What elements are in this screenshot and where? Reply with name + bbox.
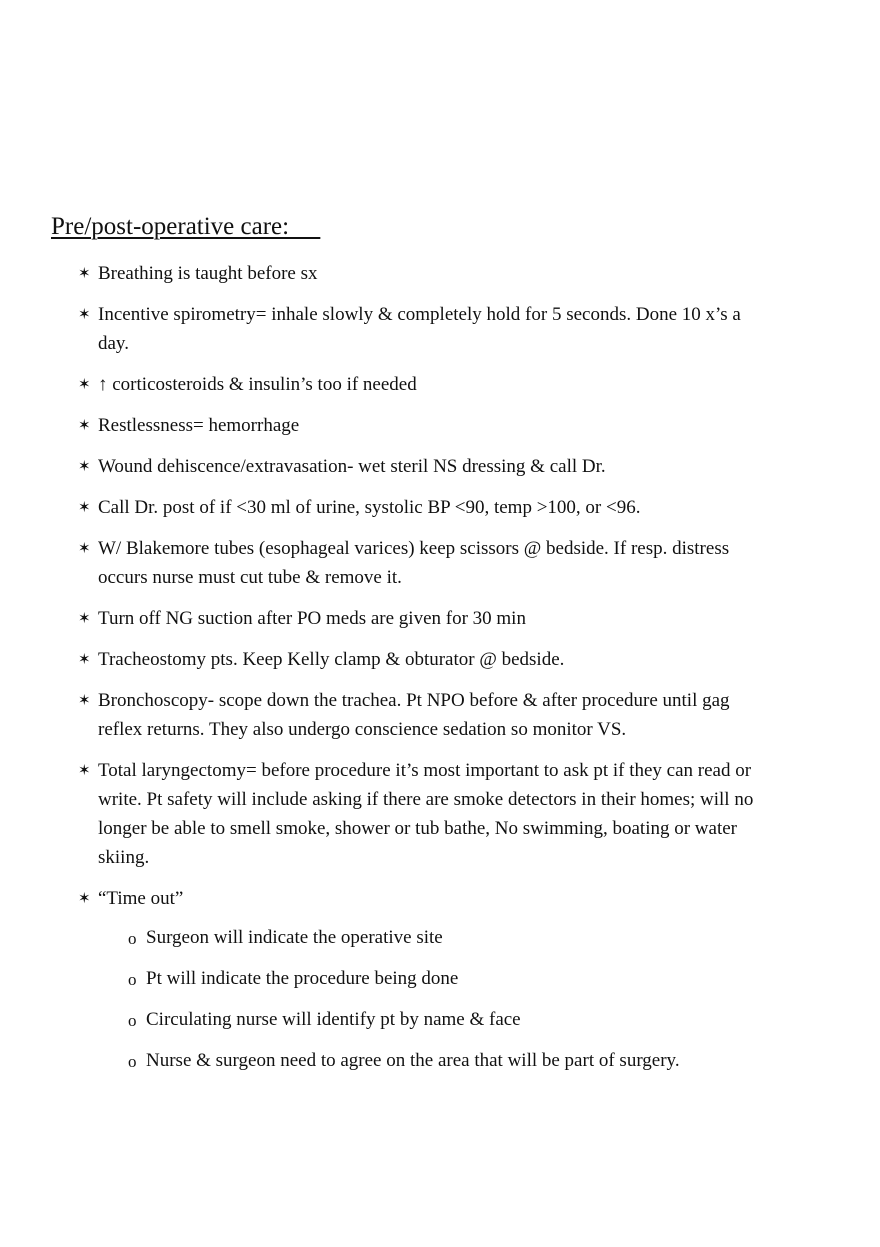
star-bullet-icon: ✶ — [78, 305, 91, 323]
circle-bullet-icon: o — [128, 1011, 137, 1030]
star-bullet-icon: ✶ — [78, 264, 91, 282]
star-bullet-icon: ✶ — [78, 889, 91, 907]
sub-list-item: o Pt will indicate the procedure being done — [128, 964, 758, 993]
list-item: ✶ Wound dehiscence/extravasation- wet steril NS dressing & call Dr. — [78, 452, 758, 481]
star-bullet-icon: ✶ — [78, 498, 91, 516]
list-item: ✶ Turn off NG suction after PO meds are given for 30 min — [78, 604, 758, 633]
circle-bullet-icon: o — [128, 1052, 137, 1071]
sub-list-item: o Circulating nurse will identify pt by name & face — [128, 1005, 758, 1034]
star-bullet-icon: ✶ — [78, 539, 91, 557]
list-item: ✶ Breathing is taught before sx — [78, 259, 758, 288]
page-title: Pre/post-operative care: — [51, 213, 321, 240]
circle-bullet-icon: o — [128, 970, 137, 989]
sub-list-item: o Surgeon will indicate the operative site — [128, 923, 758, 952]
list-item: ✶ Total laryngectomy= before procedure it’s most important to ask pt if they can read or write. Pt safety will include asking if there are smoke detectors in their homes; will no longer be able to smell smoke, shower or tub bathe, No swimming, boating or water skiing. — [78, 756, 758, 872]
star-bullet-icon: ✶ — [78, 609, 91, 627]
star-bullet-icon: ✶ — [78, 691, 91, 709]
list-item: ✶ ↑ corticosteroids & insulin’s too if needed — [78, 370, 758, 399]
list-item: ✶ Incentive spirometry= inhale slowly & completely hold for 5 seconds. Done 10 x’s a day. — [78, 300, 758, 358]
list-item: ✶ Bronchoscopy- scope down the trachea. Pt NPO before & after procedure until gag reflex returns. They also undergo conscience sedation so monitor VS. — [78, 686, 758, 744]
circle-bullet-icon: o — [128, 929, 137, 948]
star-bullet-icon: ✶ — [78, 375, 91, 393]
star-bullet-icon: ✶ — [78, 416, 91, 434]
star-bullet-icon: ✶ — [78, 761, 91, 779]
time-out-sublist — [128, 923, 758, 1075]
list-item: ✶ Restlessness= hemorrhage — [78, 411, 758, 440]
star-bullet-icon: ✶ — [78, 457, 91, 475]
sub-list-item: o Nurse & surgeon need to agree on the area that will be part of surgery. — [128, 1046, 758, 1075]
list-item: ✶ Call Dr. post of if <30 ml of urine, systolic BP <90, temp >100, or <96. — [78, 493, 758, 522]
care-list — [78, 259, 758, 1087]
list-item: ✶ Tracheostomy pts. Keep Kelly clamp & obturator @ bedside. — [78, 645, 758, 674]
list-item: ✶ W/ Blakemore tubes (esophageal varices) keep scissors @ bedside. If resp. distress occurs nurse must cut tube & remove it. — [78, 534, 758, 592]
star-bullet-icon: ✶ — [78, 650, 91, 668]
list-item-time-out: ✶ “Time out” o Surgeon will indicate the operative site o Pt will indicate the procedure being done o Circulating nurse will identify pt by name & face o Nurse & surgeon need to agree on the area that will be part of surgery. — [78, 884, 758, 1075]
